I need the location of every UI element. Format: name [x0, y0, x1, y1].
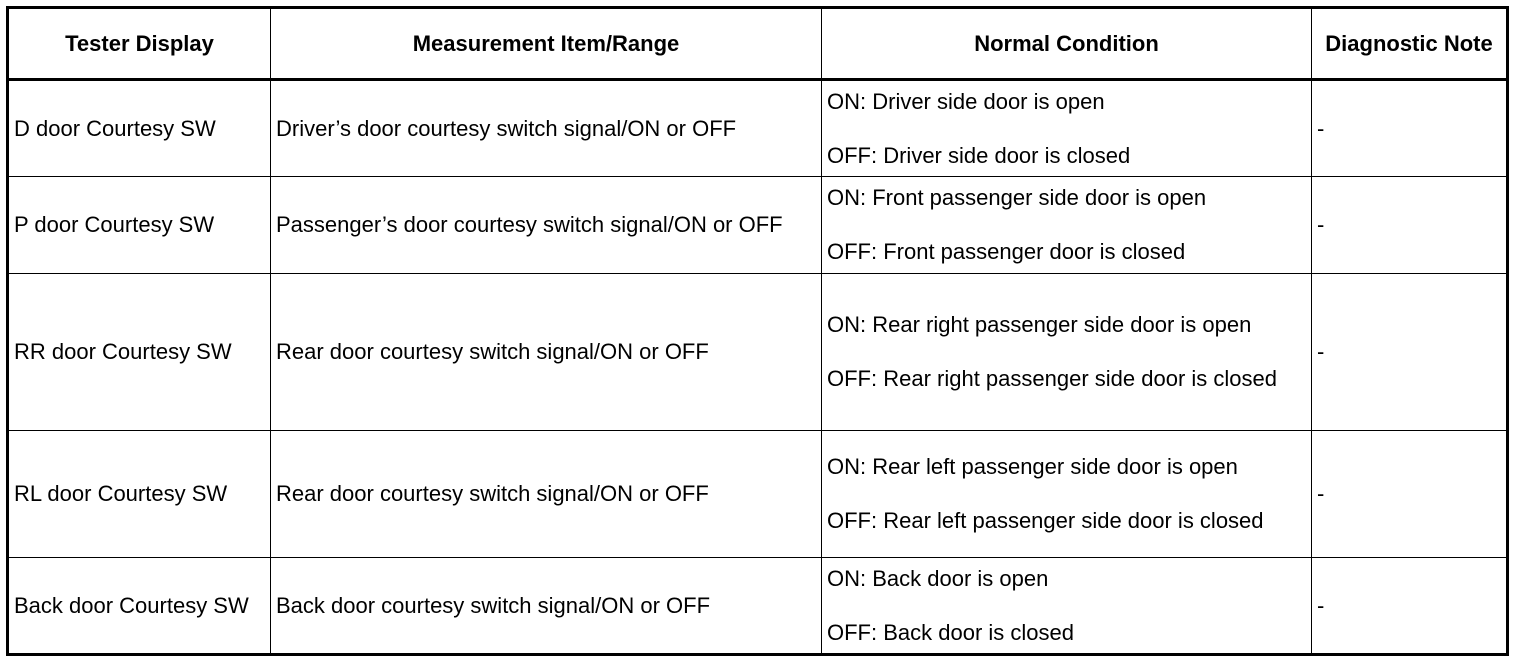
diagnostic-note-cell: -: [1312, 558, 1508, 655]
data-list-table: [6, 6, 1509, 656]
normal-condition-cell: [822, 558, 1312, 655]
condition-on-text: ON: Rear right passenger side door is open: [827, 312, 1252, 337]
diagnostic-note-cell: -: [1312, 177, 1508, 274]
tester-display-cell: RL door Courtesy SW: [8, 431, 271, 558]
table-row: [8, 431, 1508, 558]
table-header-row: [8, 8, 1508, 80]
normal-condition-cell: [822, 80, 1312, 177]
measurement-cell: Passenger’s door courtesy switch signal/ON or OFF: [271, 177, 822, 274]
condition-on-text: ON: Driver side door is open: [827, 88, 1105, 114]
measurement-cell: Rear door courtesy switch signal/ON or OFF: [271, 274, 822, 431]
condition-on-text: ON: Back door is open: [827, 565, 1049, 591]
tester-display-cell: RR door Courtesy SW: [8, 274, 271, 431]
column-header-tester-display: Tester Display: [8, 8, 271, 80]
diagnostic-note-cell: -: [1312, 80, 1508, 177]
condition-off-text: OFF: Driver side door is closed: [827, 142, 1131, 168]
condition-on-text: ON: Rear left passenger side door is open: [827, 454, 1238, 479]
condition-on-text: ON: Front passenger side door is open: [827, 185, 1207, 210]
column-header-normal-condition: Normal Condition: [822, 8, 1312, 80]
table-row: [8, 177, 1508, 274]
tester-display-cell: Back door Courtesy SW: [8, 558, 271, 655]
column-header-measurement: Measurement Item/Range: [271, 8, 822, 80]
diagnostic-note-cell: -: [1312, 431, 1508, 558]
measurement-cell: Back door courtesy switch signal/ON or OFF: [271, 558, 822, 655]
table-row: [8, 80, 1508, 177]
condition-off-text: OFF: Rear right passenger side door is closed: [827, 366, 1277, 391]
condition-off-text: OFF: Back door is closed: [827, 619, 1074, 645]
normal-condition-cell: [822, 431, 1312, 558]
table-row: [8, 274, 1508, 431]
diagnostic-note-cell: -: [1312, 274, 1508, 431]
column-header-diagnostic-note: Diagnostic Note: [1312, 8, 1508, 80]
normal-condition-cell: [822, 177, 1312, 274]
condition-off-text: OFF: Rear left passenger side door is closed: [827, 508, 1264, 533]
tester-display-cell: P door Courtesy SW: [8, 177, 271, 274]
normal-condition-cell: [822, 274, 1312, 431]
measurement-cell: Driver’s door courtesy switch signal/ON or OFF: [271, 80, 822, 177]
condition-off-text: OFF: Front passenger door is closed: [827, 239, 1186, 264]
table-row: [8, 558, 1508, 655]
measurement-cell: Rear door courtesy switch signal/ON or OFF: [271, 431, 822, 558]
tester-display-cell: D door Courtesy SW: [8, 80, 271, 177]
